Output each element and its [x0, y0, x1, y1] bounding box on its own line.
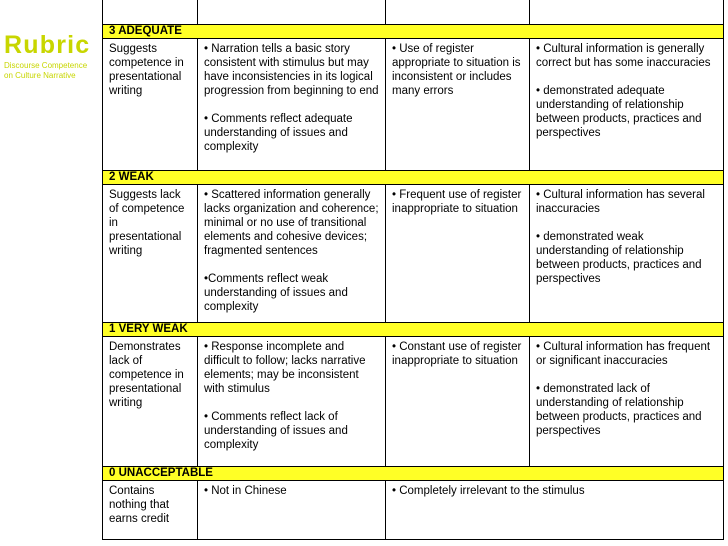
register-culture-cell: • Completely irrelevant to the stimulus	[392, 485, 585, 497]
culture-cell: • Cultural information has several inaccuracies • demonstrated weak understanding of relationship between products, practices and perspectives	[536, 189, 705, 285]
table-row	[103, 337, 723, 466]
culture-cell: • Cultural information is generally correct but has some inaccuracies • demonstrated adequate understanding of relationship between products, practices and perspectives	[536, 43, 711, 139]
narration-cell: • Not in Chinese	[198, 481, 386, 539]
level-score: 1	[109, 323, 116, 335]
rubric-table	[102, 0, 724, 540]
level-label: WEAK	[118, 171, 154, 183]
level-header-very-weak	[103, 322, 723, 337]
level-label: UNACCEPTABLE	[118, 467, 213, 479]
sidebar-subtitle: Discourse Competence on Culture Narrative	[4, 61, 88, 80]
level-header-adequate	[103, 24, 723, 39]
narration-cell: • Narration tells a basic story consistent with stimulus but may have inconsistencies in its logical progression from beginning to end • Comments reflect adequate understanding of issues and complexity	[198, 39, 386, 170]
narration-cell: • Scattered information generally lacks organization and coherence; minimal or no use of transitional elements and cohesive devices; fragmented sentences •Comments reflect weak understanding of issues and complexity	[198, 185, 386, 322]
criterion-cell: Contains nothing that earns credit	[103, 481, 198, 539]
register-cell: • Frequent use of register inappropriate to situation	[386, 185, 530, 322]
register-cell: • Use of register appropriate to situation is inconsistent or includes many errors	[386, 39, 530, 170]
criterion-cell: Demonstrates lack of competence in presentational writing	[103, 337, 198, 466]
level-label: ADEQUATE	[118, 25, 182, 37]
table-row	[103, 481, 723, 539]
table-row-cutoff	[103, 0, 723, 24]
culture-cell: • Cultural information has frequent or significant inaccuracies • demonstrated lack of understanding of relationship between products, practices and perspectives	[536, 341, 711, 437]
register-cell: • Constant use of register inappropriate to situation	[386, 337, 530, 466]
table-row	[103, 39, 723, 170]
level-header-unacceptable	[103, 466, 723, 481]
criterion-cell: Suggests lack of competence in presentational writing	[103, 185, 198, 322]
table-row	[103, 185, 723, 322]
level-score: 0	[109, 467, 116, 479]
level-label: VERY WEAK	[118, 323, 188, 335]
level-score: 2	[109, 171, 116, 183]
sidebar	[0, 0, 100, 546]
sidebar-title: Rubric	[4, 31, 91, 59]
criterion-cell: Suggests competence in presentational writing	[103, 39, 198, 170]
level-header-weak	[103, 170, 723, 185]
narration-cell: • Response incomplete and difficult to follow; lacks narrative elements; may be inconsistent with stimulus • Comments reflect lack of understanding of issues and complexity	[198, 337, 386, 466]
level-score: 3	[109, 25, 116, 37]
